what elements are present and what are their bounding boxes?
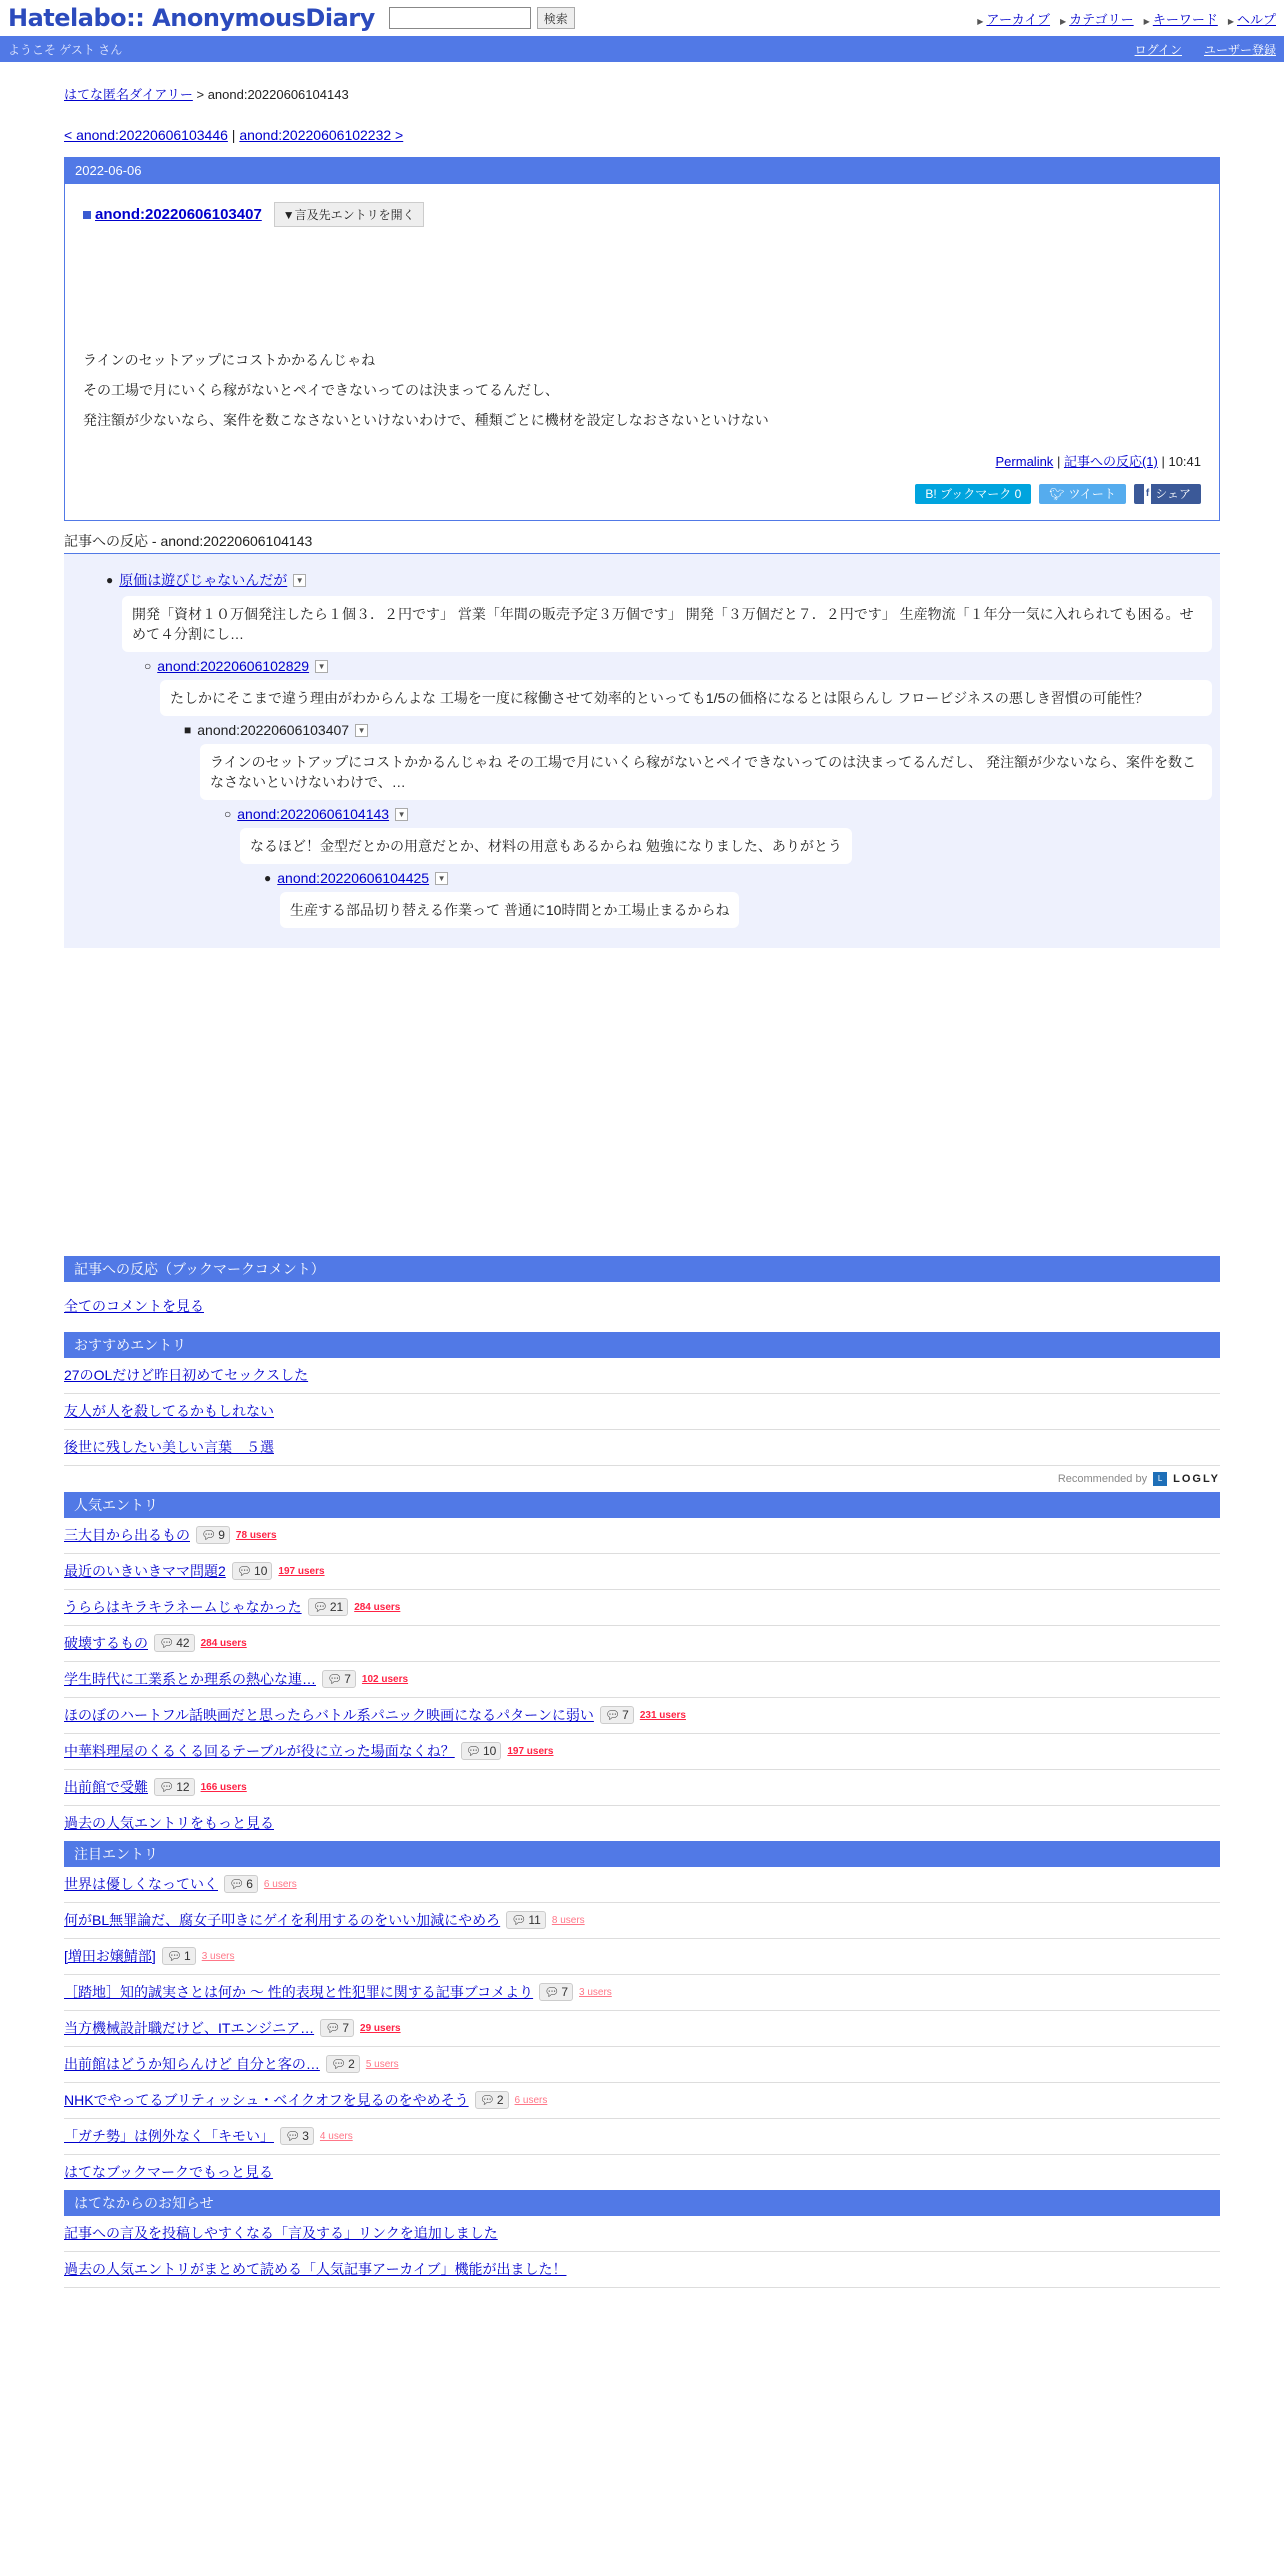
comment-count[interactable]: [326, 2055, 360, 2073]
bullet-icon: ○: [224, 807, 232, 821]
comment-icon: 💬︎: [330, 2057, 347, 2071]
tree-node-text: 開発「資材１０万個発注したら１個３．２円です」 営業「年間の販売予定３万個です」 開発「３万個だと７．２円です」 生産物流「１年分一気に入れられても困る。せめて４分割にし…: [122, 596, 1212, 652]
tree-node-link[interactable]: anond:20220606104143: [237, 806, 390, 822]
list-item: [64, 1806, 1220, 1841]
toggle-icon[interactable]: ▼: [293, 574, 306, 587]
comment-count-value: 21: [329, 1600, 344, 1614]
recommended-by: [64, 1466, 1220, 1492]
comment-count-value: 10: [482, 1744, 497, 1758]
entry-link[interactable]: 出前館はどうか知らんけど 自分と客の…: [64, 2056, 320, 2072]
list-item: [64, 2047, 1220, 2083]
list-item: [64, 1770, 1220, 1806]
recommended-link[interactable]: 27のOLだけど昨日初めてセックスした: [64, 1367, 309, 1383]
comment-count-value: 6: [246, 1877, 253, 1891]
all-comments-link[interactable]: 全てのコメントを見る: [64, 1298, 204, 1314]
more-bookmark-link[interactable]: はてなブックマークでもっと見る: [64, 2164, 274, 2180]
entry-square-icon: [83, 211, 91, 219]
welcome-text: ようこそ ゲスト さん: [8, 42, 123, 57]
comment-icon: 💬︎: [479, 2093, 495, 2107]
entry-link[interactable]: 最近のいきいきママ問題2: [64, 1563, 226, 1579]
entry-link[interactable]: 中華料理屋のくるくる回るテーブルが役に立った場面なくね？: [64, 1743, 455, 1759]
entry-box: [64, 157, 1220, 521]
comment-count-value: 2: [348, 2057, 355, 2071]
users-badge[interactable]: 3 users: [579, 1986, 612, 1998]
entry-line: ラインのセットアップにコストかかるんじゃね: [83, 352, 376, 368]
comment-icon: 💬︎: [604, 1708, 621, 1722]
tree-node-text: ラインのセットアップにコストかかるんじゃね その工場で月にいくら稼がないとペイできないってのは決まってるんだし、 発注額が少ないなら、案件を数こなさないといけないわけで、…: [200, 744, 1212, 800]
bullet-icon: ■: [184, 723, 192, 737]
hatena-bookmark-button[interactable]: B! ブックマーク 0: [915, 484, 1031, 504]
tree-node-current: anond:20220606103407: [197, 722, 350, 738]
register-link[interactable]: ユーザー登録: [1203, 42, 1276, 57]
entry-body: [83, 345, 1201, 435]
permalink[interactable]: Permalink: [995, 454, 1054, 469]
users-badge[interactable]: 284 users: [354, 1601, 401, 1613]
reactions-heading: 記事への反応 - anond:20220606104143: [64, 531, 1220, 554]
logly-logo-icon[interactable]: L: [1153, 1472, 1167, 1486]
users-badge[interactable]: 3 users: [201, 1950, 235, 1962]
ad-space: [64, 948, 1220, 1248]
twitter-icon: 🐦︎: [1049, 487, 1065, 501]
list-item: [64, 1394, 1220, 1430]
list-item: [64, 2119, 1220, 2155]
entry-pager: [64, 127, 1220, 143]
tree-node: [144, 658, 1206, 716]
comment-count[interactable]: [154, 1778, 195, 1796]
users-badge[interactable]: 102 users: [361, 1673, 409, 1685]
nav-archive[interactable]: ▶ アーカイブ: [977, 9, 1050, 28]
news-heading: はてなからのお知らせ: [64, 2190, 1220, 2216]
bullet-icon: ●: [106, 573, 114, 587]
comment-count-value: 1: [184, 1949, 191, 1963]
list-item: [64, 1975, 1220, 2011]
comment-count[interactable]: [506, 1911, 546, 1929]
comment-count[interactable]: [539, 1983, 573, 2001]
entry-link[interactable]: 破壊するもの: [64, 1635, 148, 1651]
tree-node-link[interactable]: anond:20220606102829: [157, 658, 310, 674]
list-item: [64, 1662, 1220, 1698]
comment-icon: 💬︎: [166, 1949, 183, 1963]
users-badge[interactable]: 4 users: [319, 2130, 353, 2142]
popular-heading: 人気エントリ: [64, 1492, 1220, 1518]
comment-count[interactable]: [320, 2019, 354, 2037]
entry-title[interactable]: anond:20220606103407: [95, 206, 262, 223]
list-item: [64, 1430, 1220, 1466]
list-item: [64, 1626, 1220, 1662]
list-item: [64, 1734, 1220, 1770]
comment-count-value: 10: [254, 1564, 268, 1578]
toggle-icon[interactable]: ▼: [315, 660, 328, 673]
nav-help[interactable]: ▶ ヘルプ: [1228, 9, 1276, 28]
users-badge[interactable]: 6 users: [263, 1878, 297, 1890]
bullet-icon: ○: [144, 659, 152, 673]
comment-count-value: 7: [344, 1672, 351, 1686]
list-item: [64, 1282, 1220, 1324]
top-nav: [977, 9, 1276, 28]
nav-category[interactable]: ▶ カテゴリー: [1060, 9, 1134, 28]
entry-link[interactable]: 学生時代に工業系とか理系の熱心な連…: [64, 1671, 316, 1687]
comment-icon: 💬︎: [285, 2129, 301, 2143]
list-item: [64, 1590, 1220, 1626]
recommended-link[interactable]: 友人が人を殺してるかもしれない: [64, 1403, 274, 1419]
comment-icon: 💬︎: [465, 1744, 481, 1758]
comment-count[interactable]: [154, 1634, 195, 1652]
list-item: [64, 1518, 1220, 1554]
nav-keyword[interactable]: ▶ キーワード: [1144, 9, 1218, 28]
breadcrumb-home[interactable]: はてな匿名ダイアリー: [64, 87, 193, 102]
search-input[interactable]: [389, 7, 531, 29]
comment-count[interactable]: [308, 1598, 349, 1616]
comment-count[interactable]: [196, 1526, 230, 1544]
entry-link[interactable]: 当方機械設計職だけど、ITエンジニア…: [64, 2020, 315, 2036]
notable-heading: 注目エントリ: [64, 1841, 1220, 1867]
tree-node-text: なるほど！金型だとかの用意だとか、材料の用意もあるからね 勉強になりました、ありがとう: [240, 828, 852, 864]
comment-count-value: 12: [176, 1780, 190, 1794]
comment-count[interactable]: [224, 1875, 258, 1893]
tree-node-text: 生産する部品切り替える作業って 普通に10時間とか工場止まるからね: [280, 892, 739, 928]
entry-link[interactable]: ほのぼのハートフル話映画だと思ったらバトル系パニック映画になるパターンに弱い: [64, 1707, 594, 1723]
comment-count[interactable]: [600, 1706, 634, 1724]
entry-date: 2022-06-06: [65, 158, 1219, 184]
comment-icon: 💬︎: [229, 1877, 245, 1891]
users-badge[interactable]: 166 users: [200, 1781, 247, 1793]
list-item: [64, 2083, 1220, 2119]
tree-node: [184, 722, 1206, 800]
reactions-link[interactable]: 記事への反応(1): [1063, 454, 1158, 469]
search-button[interactable]: 検索: [537, 7, 575, 29]
entry-link[interactable]: 出前館で受難: [64, 1779, 148, 1795]
list-item: [64, 1698, 1220, 1734]
comment-count-value: 3: [302, 2129, 309, 2143]
comment-count[interactable]: [280, 2127, 314, 2145]
users-badge[interactable]: 6 users: [514, 2094, 548, 2106]
breadcrumb-separator: >: [196, 87, 205, 102]
facebook-share-button[interactable]: [1134, 484, 1201, 504]
users-badge[interactable]: 5 users: [365, 2058, 399, 2070]
entry-line: 発注額が少ないなら、案件を数こなさないといけないわけで、種類ごとに機材を設定しなおさないといけない: [83, 412, 769, 428]
toggle-icon[interactable]: ▼: [395, 808, 408, 821]
welcome-bar: [0, 36, 1284, 62]
comment-count[interactable]: [232, 1562, 273, 1580]
entry-footer: [83, 451, 1201, 470]
comment-count-value: 2: [496, 2093, 504, 2107]
bullet-icon: ●: [264, 871, 272, 885]
list-item: [64, 1939, 1220, 1975]
comment-icon: 💬︎: [327, 1672, 343, 1686]
comment-count-value: 9: [218, 1528, 225, 1542]
comment-count[interactable]: [322, 1670, 356, 1688]
login-link[interactable]: ログイン: [1134, 42, 1182, 57]
comment-icon: 💬︎: [201, 1528, 217, 1542]
comment-icon: 💬︎: [544, 1985, 560, 1999]
site-logo[interactable]: Hatelabo:: AnonymousDiary: [8, 4, 375, 32]
comment-icon: 💬︎: [511, 1913, 527, 1927]
users-badge[interactable]: 29 users: [360, 2022, 401, 2034]
comment-icon: 💬︎: [236, 1564, 253, 1578]
entry-time: | 10:41: [1161, 454, 1201, 469]
tweet-button[interactable]: [1039, 484, 1126, 504]
list-item: [64, 1554, 1220, 1590]
list-item: [64, 1867, 1220, 1903]
entry-line: その工場で月にいくら稼がないとペイできないってのは決まってるんだし、: [83, 382, 559, 398]
comment-count-value: 7: [342, 2021, 350, 2035]
comment-icon: 💬︎: [312, 1600, 328, 1614]
reaction-tree: [64, 554, 1220, 948]
comment-count[interactable]: [461, 1742, 502, 1760]
facebook-icon: f: [1144, 484, 1151, 504]
entry-link[interactable]: 「ガチ勢」は例外なく「キモい」: [64, 2128, 274, 2144]
entry-link[interactable]: NHKでやってるブリティッシュ・ベイクオフを見るのをやめそう: [64, 2092, 469, 2108]
entry-link[interactable]: 三大目から出るもの: [64, 1527, 190, 1543]
list-item: [64, 1358, 1220, 1394]
prev-entry-link[interactable]: < anond:20220606103446: [64, 127, 228, 143]
users-badge[interactable]: 197 users: [278, 1565, 325, 1577]
share-label: シェア: [1155, 487, 1191, 501]
notable-list: [64, 1867, 1220, 2155]
users-badge[interactable]: 8 users: [551, 1914, 585, 1926]
list-item: [64, 2216, 1220, 2252]
entry-link[interactable]: 世界は優しくなっていく: [64, 1876, 218, 1892]
users-badge[interactable]: 284 users: [200, 1637, 247, 1649]
tree-node: [106, 570, 1206, 652]
comment-icon: 💬︎: [159, 1636, 175, 1650]
footer-separator: |: [1056, 454, 1061, 469]
entry-link[interactable]: うららはキラキラネームじゃなかった: [64, 1599, 302, 1615]
more-popular-link[interactable]: 過去の人気エントリをもっと見る: [64, 1815, 274, 1831]
tree-node: [264, 870, 1206, 928]
open-mention-button[interactable]: ▼言及先エントリを開く: [274, 202, 424, 227]
comment-count-value: 7: [561, 1985, 568, 1999]
recommended-by-label: Recommended by: [1057, 1473, 1148, 1485]
main-container: [64, 84, 1220, 2288]
popular-list: [64, 1518, 1220, 1806]
comment-count[interactable]: [162, 1947, 196, 1965]
pager-separator: |: [231, 127, 236, 143]
comment-count-value: 42: [176, 1636, 190, 1650]
tree-node-text: たしかにそこまで違う理由がわからんよな 工場を一度に稼働させて効率的といっても1/5の価格になるとは限らんし フロービジネスの悪しき習慣の可能性？: [160, 680, 1212, 716]
list-item: [64, 2011, 1220, 2047]
users-badge[interactable]: 231 users: [639, 1709, 686, 1721]
breadcrumb-current: anond:20220606104143: [207, 87, 349, 102]
list-item: [64, 2155, 1220, 2190]
tree-node-link[interactable]: anond:20220606104425: [277, 870, 430, 886]
tree-node: [224, 806, 1206, 864]
bookmark-comments-heading: 記事への反応（ブックマークコメント）: [64, 1256, 1220, 1282]
users-badge[interactable]: 78 users: [235, 1529, 277, 1541]
breadcrumb: [64, 84, 1220, 103]
list-item: [64, 1903, 1220, 1939]
share-buttons: [83, 484, 1201, 504]
toggle-icon[interactable]: ▼: [355, 724, 368, 737]
entry-link[interactable]: 何がBL無罪論だ、腐女子叩きにゲイを利用するのをいい加減にやめろ: [64, 1912, 501, 1928]
users-badge[interactable]: 197 users: [507, 1745, 554, 1757]
comment-count-value: 7: [622, 1708, 629, 1722]
toggle-icon[interactable]: ▼: [435, 872, 448, 885]
comment-count[interactable]: [475, 2091, 509, 2109]
news-link[interactable]: 過去の人気エントリがまとめて読める「人気記事アーカイブ」機能が出ました！: [64, 2261, 567, 2277]
comment-icon: 💬︎: [325, 2021, 341, 2035]
news-link[interactable]: 記事への言及を投稿しやすくなる「言及する」リンクを追加しました: [64, 2225, 498, 2241]
entry-link[interactable]: [増田お嬢鯖部]: [64, 1948, 156, 1964]
comment-count-value: 11: [528, 1913, 541, 1927]
list-item: [64, 2252, 1220, 2288]
comment-icon: 💬︎: [159, 1780, 175, 1794]
tree-node-link[interactable]: 原価は遊びじゃないんだが: [119, 572, 288, 588]
logly-text[interactable]: LOGLY: [1173, 1473, 1220, 1485]
recommended-link[interactable]: 後世に残したい美しい言葉 ５選: [64, 1439, 274, 1455]
entry-link[interactable]: ［踏地］知的誠実さとは何か ～ 性的表現と性犯罪に関する記事ブコメより: [64, 1984, 534, 2000]
top-bar: [0, 0, 1284, 36]
recommended-heading: おすすめエントリ: [64, 1332, 1220, 1358]
next-entry-link[interactable]: anond:20220606102232 >: [239, 127, 404, 143]
tweet-label: ツイート: [1068, 487, 1116, 501]
